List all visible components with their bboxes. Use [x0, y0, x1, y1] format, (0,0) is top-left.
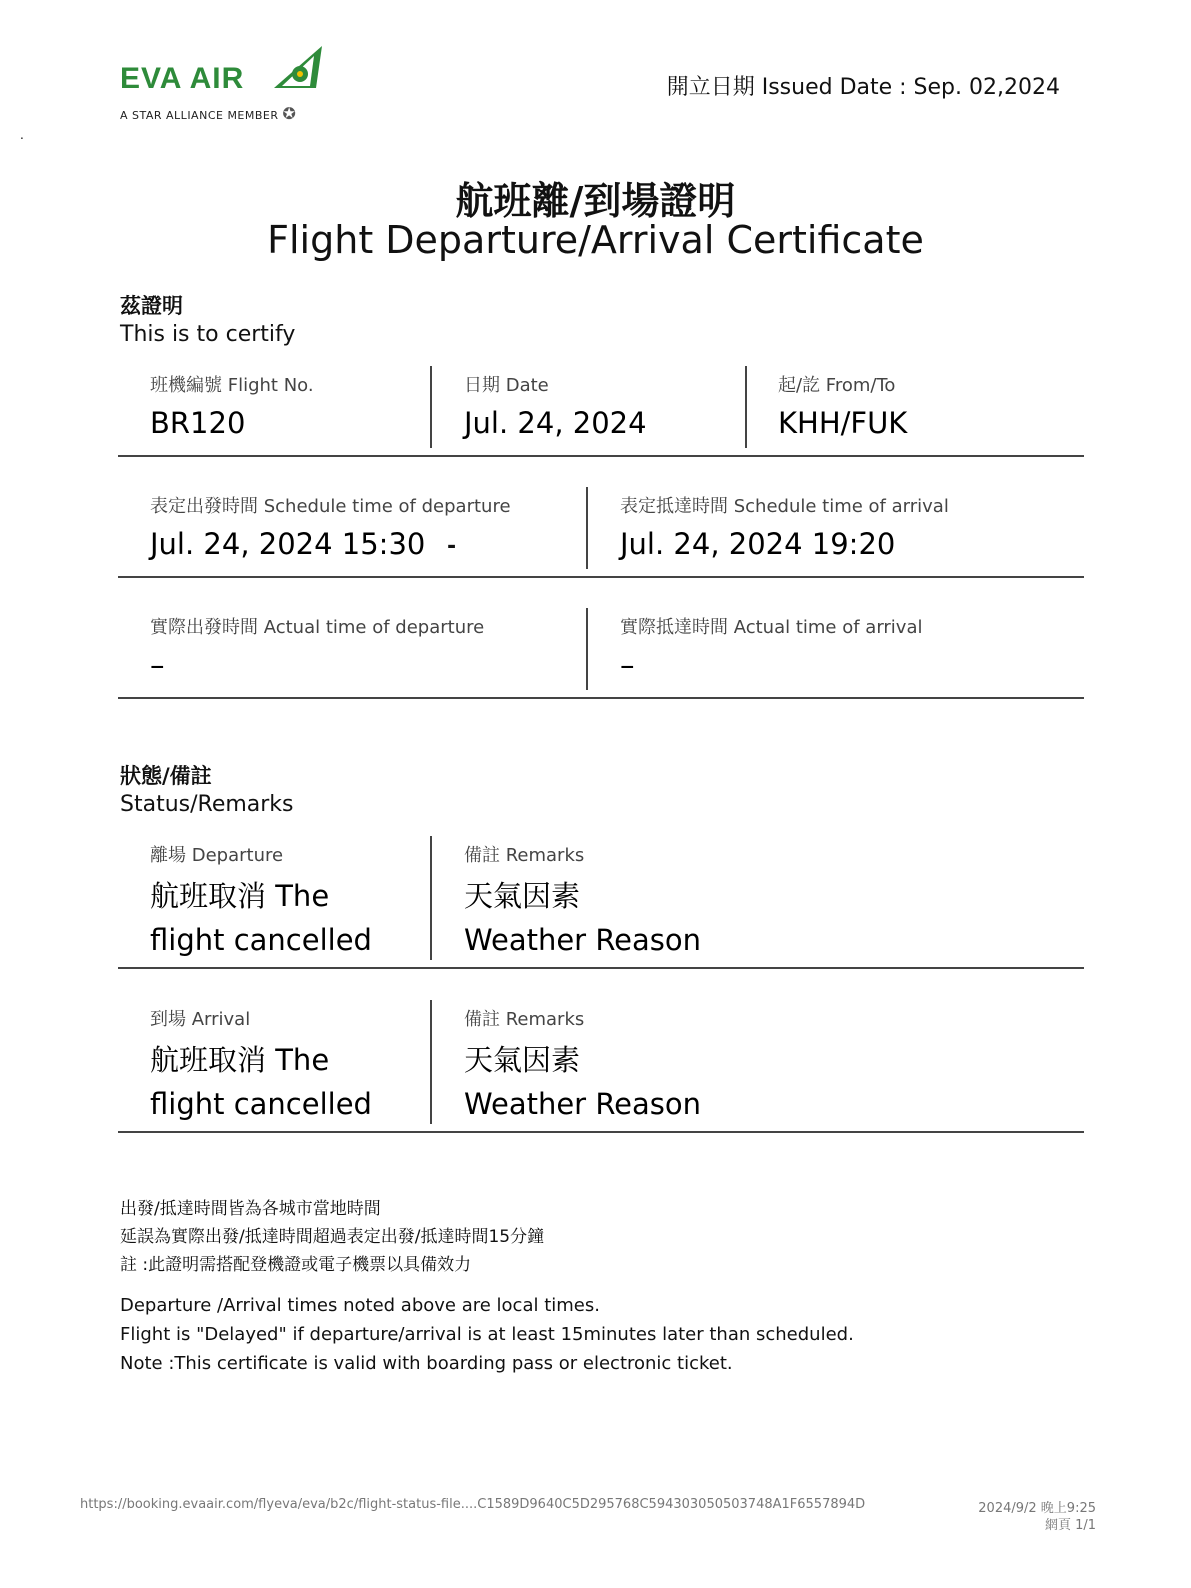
departure-status-label: 離場 Departure	[150, 845, 284, 866]
page-title-zh: 航班離/到場證明	[455, 179, 736, 223]
arrival-status-label: 到場 Arrival	[150, 1009, 251, 1030]
note-en-3: Note :This certificate is valid with boarding pass or electronic ticket.	[120, 1353, 733, 1374]
column-divider	[430, 836, 432, 960]
footer-timestamp: 2024/9/2 晚上9:25	[978, 1501, 1096, 1516]
column-divider	[745, 366, 747, 448]
logo-tagline: A STAR ALLIANCE MEMBER ✪	[120, 104, 297, 123]
issued-date: 開立日期 Issued Date : Sep. 02,2024	[666, 75, 1060, 100]
page-title-en: Flight Departure/Arrival Certificate	[267, 218, 924, 262]
column-divider	[430, 1000, 432, 1124]
eva-air-logo	[120, 62, 244, 96]
eva-air-logo-mark	[268, 44, 326, 90]
note-zh-3: 註 :此證明需搭配登機證或電子機票以具備效力	[120, 1255, 472, 1275]
certify-heading-en: This is to certify	[120, 322, 296, 347]
date-value: Jul. 24, 2024	[464, 406, 647, 440]
certify-heading-zh: 茲證明	[120, 294, 183, 318]
note-zh-2: 延誤為實際出發/抵達時間超過表定出發/抵達時間15分鐘	[120, 1227, 545, 1247]
actual-departure-value: –	[150, 648, 165, 682]
flight-no-value: BR120	[150, 406, 246, 440]
logo-text: EVA AIR	[120, 62, 245, 95]
departure-remarks-value: 天氣因素 Weather Reason	[464, 879, 702, 957]
row-divider	[118, 967, 1084, 969]
column-divider	[586, 487, 588, 569]
departure-remarks-label: 備註 Remarks	[464, 845, 585, 866]
arrival-remarks-value: 天氣因素 Weather Reason	[464, 1043, 702, 1121]
row-divider	[118, 1131, 1084, 1133]
schedule-departure-mark: -	[447, 534, 457, 559]
footer-page-number: 網頁 1/1	[1044, 1518, 1096, 1533]
note-en-1: Departure /Arrival times noted above are local times.	[120, 1295, 600, 1316]
schedule-departure-value: Jul. 24, 2024 15:30	[150, 527, 426, 561]
arrival-status-value: 航班取消 The flight cancelled	[150, 1043, 372, 1121]
schedule-arrival-label: 表定抵達時間 Schedule time of arrival	[620, 496, 949, 517]
status-heading-en: Status/Remarks	[120, 792, 294, 817]
row-divider	[118, 455, 1084, 457]
status-heading-zh: 狀態/備註	[120, 764, 212, 788]
actual-departure-label: 實際出發時間 Actual time of departure	[150, 617, 485, 638]
star-alliance-icon: ✪	[282, 104, 297, 123]
footer-url: https://booking.evaair.com/flyeva/eva/b2c/flight-status-file....C1589D9640C5D295768C594303050503748A1F6557894D	[80, 1497, 866, 1512]
departure-status-value: 航班取消 The flight cancelled	[150, 879, 372, 957]
schedule-arrival-value: Jul. 24, 2024 19:20	[620, 527, 896, 561]
actual-arrival-label: 實際抵達時間 Actual time of arrival	[620, 617, 923, 638]
schedule-departure-label: 表定出發時間 Schedule time of departure	[150, 496, 511, 517]
row-divider	[118, 576, 1084, 578]
arrival-remarks-label: 備註 Remarks	[464, 1009, 585, 1030]
column-divider	[586, 608, 588, 690]
flight-no-label: 班機編號 Flight No.	[150, 375, 314, 396]
note-en-2: Flight is "Delayed" if departure/arrival is at least 15minutes later than scheduled.	[120, 1324, 854, 1345]
note-zh-1: 出發/抵達時間皆為各城市當地時間	[120, 1199, 381, 1219]
column-divider	[430, 366, 432, 448]
route-label: 起/訖 From/To	[778, 375, 896, 396]
route-value: KHH/FUK	[778, 406, 908, 440]
date-label: 日期 Date	[464, 375, 549, 396]
stray-mark: .	[20, 128, 24, 142]
actual-arrival-value: –	[620, 648, 635, 682]
row-divider	[118, 697, 1084, 699]
